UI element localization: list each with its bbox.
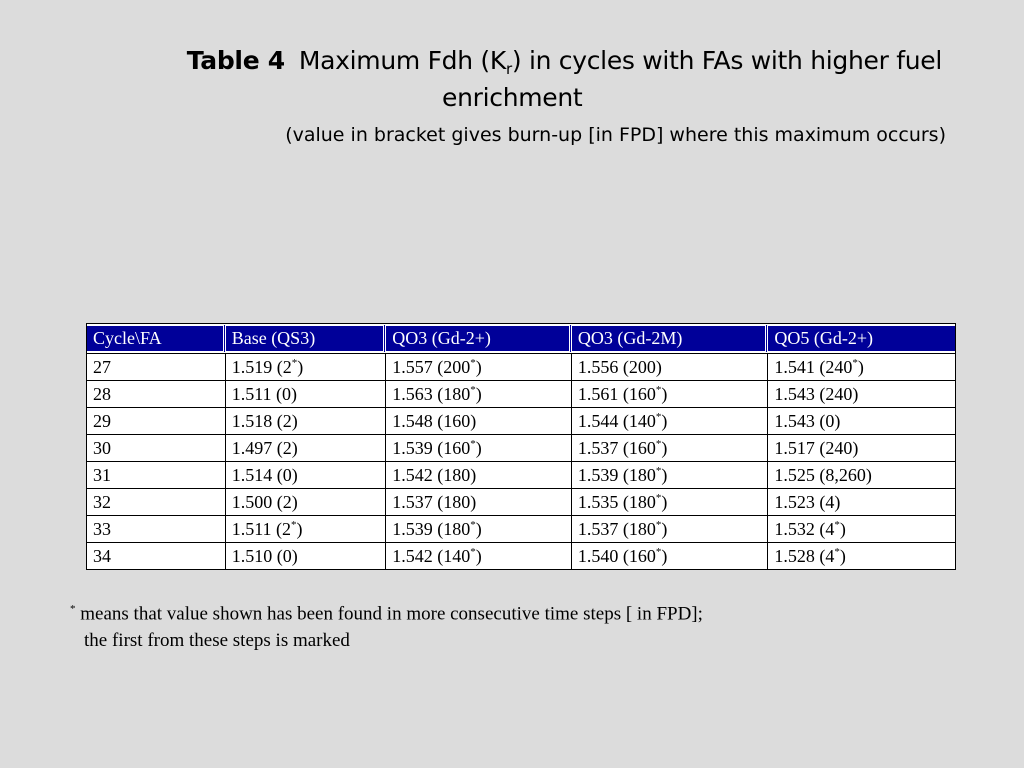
table-cell bbox=[386, 407, 572, 434]
table-cell bbox=[386, 542, 572, 569]
cell-value: 1.537 (160 bbox=[577, 437, 656, 458]
cell-value: 1.525 (8,260) bbox=[774, 464, 872, 485]
asterisk-marker: * bbox=[655, 410, 662, 423]
asterisk-marker: * bbox=[655, 437, 662, 450]
cell-value: 1.511 (2 bbox=[231, 518, 292, 539]
table-cell bbox=[87, 488, 226, 515]
table-cell bbox=[226, 407, 387, 434]
cell-value: 1.514 (0) bbox=[231, 464, 298, 485]
table-cell bbox=[572, 434, 769, 461]
table-cell bbox=[768, 515, 955, 542]
table-cell bbox=[386, 488, 572, 515]
slide-subtitle: (value in bracket gives burn-up [in FPD] where this maximum occurs) bbox=[285, 124, 946, 146]
column-header: Base (QS3) bbox=[226, 324, 387, 353]
asterisk-marker: * bbox=[655, 383, 662, 396]
asterisk-marker: * bbox=[852, 356, 858, 369]
table-cell bbox=[572, 542, 769, 569]
cell-value-end: ) bbox=[857, 356, 864, 377]
cell-value: 1.539 (180 bbox=[577, 464, 656, 485]
table-row bbox=[87, 461, 955, 488]
asterisk-marker: * bbox=[655, 518, 662, 531]
cell-value: 1.518 (2) bbox=[231, 410, 298, 431]
column-header: QO3 (Gd-2M) bbox=[572, 324, 769, 353]
table-cell bbox=[226, 515, 387, 542]
asterisk-marker: * bbox=[470, 356, 476, 369]
cell-value: 33 bbox=[93, 518, 111, 539]
title-text-a: Maximum Fdh (K bbox=[298, 46, 506, 75]
cell-value: 1.543 (240) bbox=[774, 383, 859, 404]
cell-value-end: ) bbox=[661, 545, 668, 566]
cell-value-end: ) bbox=[475, 545, 482, 566]
table-cell bbox=[572, 353, 769, 380]
cell-value: 1.543 (0) bbox=[774, 410, 841, 431]
table-cell bbox=[386, 380, 572, 407]
table-cell bbox=[386, 353, 572, 380]
column-header: Cycle\FA bbox=[87, 324, 226, 353]
cell-value: 1.532 (4 bbox=[774, 518, 835, 539]
table-cell bbox=[572, 380, 769, 407]
table-cell bbox=[87, 515, 226, 542]
cell-value: 29 bbox=[93, 410, 111, 431]
cell-value: 1.561 (160 bbox=[577, 383, 656, 404]
cell-value-end: ) bbox=[297, 356, 304, 377]
table-body bbox=[87, 353, 955, 569]
table-cell bbox=[768, 488, 955, 515]
title-subscript: r bbox=[505, 60, 512, 78]
cell-value-end: ) bbox=[475, 356, 482, 377]
cell-value-end: ) bbox=[475, 383, 482, 404]
cell-value: 1.528 (4 bbox=[774, 545, 835, 566]
table-cell bbox=[226, 542, 387, 569]
cell-value: 1.557 (200 bbox=[392, 356, 471, 377]
cell-value-end: ) bbox=[661, 410, 668, 431]
cell-value: 1.541 (240 bbox=[774, 356, 853, 377]
cell-value: 31 bbox=[93, 464, 111, 485]
table-row bbox=[87, 353, 955, 380]
table-cell bbox=[87, 353, 226, 380]
table-cell bbox=[572, 461, 769, 488]
cell-value: 27 bbox=[93, 356, 111, 377]
cell-value: 30 bbox=[93, 437, 111, 458]
cell-value: 1.563 (180 bbox=[392, 383, 471, 404]
cell-value-end: ) bbox=[661, 464, 668, 485]
cell-value: 1.537 (180 bbox=[577, 518, 656, 539]
cell-value: 1.544 (140 bbox=[577, 410, 656, 431]
cell-value: 1.548 (160) bbox=[392, 410, 477, 431]
cell-value-end: ) bbox=[661, 518, 668, 539]
table-cell bbox=[572, 407, 769, 434]
table-cell bbox=[768, 407, 955, 434]
cell-value: 28 bbox=[93, 383, 111, 404]
table-cell bbox=[768, 353, 955, 380]
cell-value-end: ) bbox=[661, 491, 668, 512]
table-cell bbox=[226, 488, 387, 515]
asterisk-marker: * bbox=[291, 518, 297, 531]
title-text-b: ) in cycles with FAs with higher fuel bbox=[511, 46, 942, 75]
cell-value: 34 bbox=[93, 545, 111, 566]
cell-value: 1.535 (180 bbox=[577, 491, 656, 512]
table-cell bbox=[386, 515, 572, 542]
table-cell bbox=[386, 434, 572, 461]
column-header: QO3 (Gd-2+) bbox=[386, 324, 572, 353]
cell-value: 1.517 (240) bbox=[774, 437, 859, 458]
cell-value-end: ) bbox=[839, 518, 846, 539]
table-row bbox=[87, 515, 955, 542]
cell-value-end: ) bbox=[475, 437, 482, 458]
footnote-text-1: means that value shown has been found in more consecutive time steps [ in FPD]; bbox=[75, 603, 703, 625]
cell-value: 1.540 (160 bbox=[577, 545, 656, 566]
table-cell bbox=[226, 434, 387, 461]
cell-value: 1.519 (2 bbox=[231, 356, 292, 377]
asterisk-marker: * bbox=[470, 383, 476, 396]
table-cell bbox=[572, 488, 769, 515]
table-cell bbox=[768, 542, 955, 569]
table-cell bbox=[87, 434, 226, 461]
table-cell bbox=[87, 461, 226, 488]
table-row bbox=[87, 542, 955, 569]
table-cell bbox=[226, 353, 387, 380]
table-cell bbox=[572, 515, 769, 542]
results-table bbox=[86, 323, 956, 570]
table-cell bbox=[226, 461, 387, 488]
table-cell bbox=[768, 434, 955, 461]
asterisk-marker: * bbox=[834, 518, 840, 531]
asterisk-marker: * bbox=[470, 518, 476, 531]
footnote-line-1 bbox=[70, 596, 703, 627]
table-row bbox=[87, 380, 955, 407]
cell-value: 1.542 (140 bbox=[392, 545, 471, 566]
column-header: QO5 (Gd-2+) bbox=[768, 324, 955, 353]
table-row bbox=[87, 407, 955, 434]
asterisk-marker: * bbox=[470, 545, 476, 558]
cell-value-end: ) bbox=[296, 518, 303, 539]
cell-value: 1.510 (0) bbox=[231, 545, 298, 566]
table-cell bbox=[226, 380, 387, 407]
cell-value: 1.537 (180) bbox=[392, 491, 477, 512]
asterisk-marker: * bbox=[655, 464, 662, 477]
cell-value: 1.556 (200) bbox=[577, 356, 662, 377]
table-header-row bbox=[87, 324, 955, 353]
cell-value-end: ) bbox=[475, 518, 482, 539]
table-cell bbox=[87, 407, 226, 434]
cell-value: 1.523 (4) bbox=[774, 491, 841, 512]
cell-value: 1.497 (2) bbox=[231, 437, 298, 458]
footnote-line-2: the first from these steps is marked bbox=[84, 630, 350, 652]
table-cell bbox=[768, 461, 955, 488]
table-cell bbox=[386, 461, 572, 488]
table-cell bbox=[768, 380, 955, 407]
slide-title-continued: enrichment bbox=[442, 83, 583, 112]
asterisk-marker: * bbox=[834, 545, 840, 558]
asterisk-marker: * bbox=[655, 491, 662, 504]
cell-value-end: ) bbox=[839, 545, 846, 566]
cell-value-end: ) bbox=[661, 437, 668, 458]
footnote bbox=[70, 596, 703, 654]
table-label: Table 4 bbox=[186, 46, 285, 75]
asterisk-marker: * bbox=[470, 437, 476, 450]
cell-value: 1.539 (180 bbox=[392, 518, 471, 539]
table-cell bbox=[87, 380, 226, 407]
cell-value: 1.511 (0) bbox=[231, 383, 298, 404]
cell-value: 32 bbox=[93, 491, 111, 512]
cell-value-end: ) bbox=[661, 383, 668, 404]
cell-value: 1.500 (2) bbox=[231, 491, 298, 512]
table-cell bbox=[87, 542, 226, 569]
asterisk-marker: * bbox=[291, 356, 298, 369]
footnote-marker: * bbox=[70, 603, 76, 615]
table-row bbox=[87, 434, 955, 461]
table-row bbox=[87, 488, 955, 515]
asterisk-marker: * bbox=[655, 545, 662, 558]
cell-value: 1.542 (180) bbox=[392, 464, 477, 485]
slide-title bbox=[186, 46, 942, 78]
cell-value: 1.539 (160 bbox=[392, 437, 471, 458]
